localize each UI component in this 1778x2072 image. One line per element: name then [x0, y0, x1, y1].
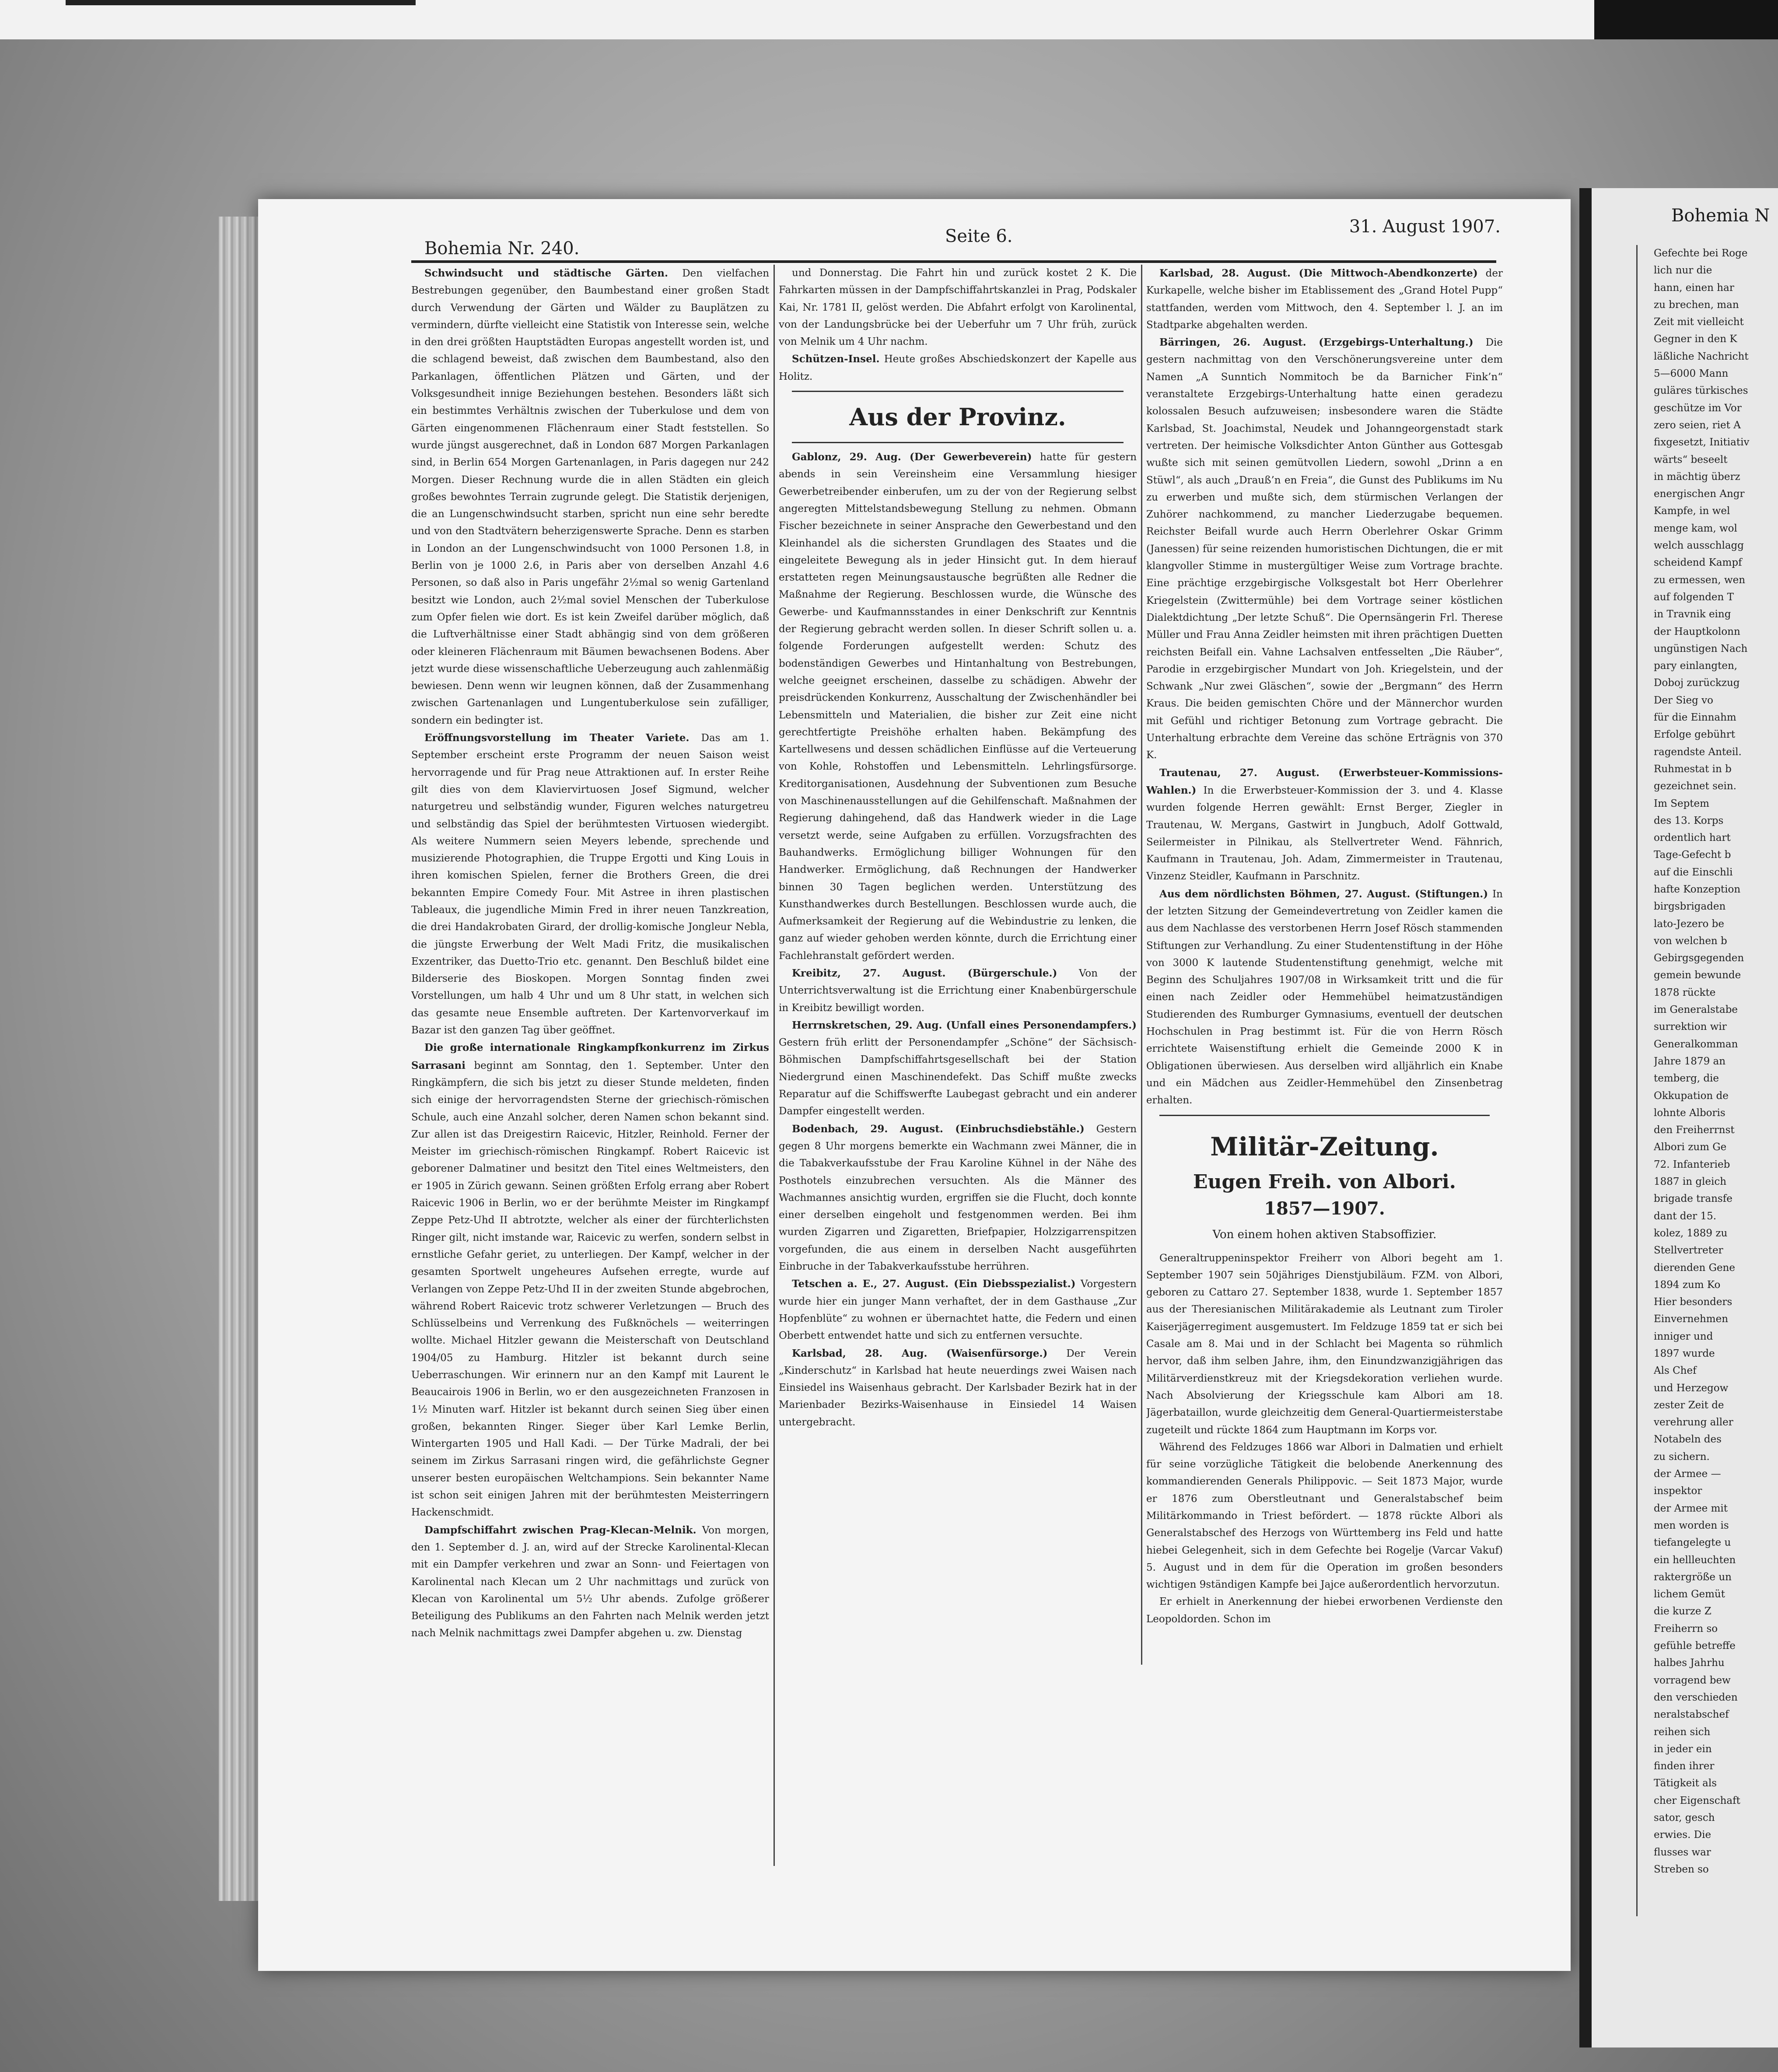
- newspaper-page: [258, 199, 1571, 1971]
- adjacent-text-line: Tätigkeit als: [1654, 1778, 1717, 1789]
- article-text: beginnt am Sonntag, den 1. September. Unter den Ringkämpfern, die sich bis jetzt zu dieser Stunde meldeten, finden sich einige der hervorragendsten Sterne der griechisch-römischen Schule, auch eine Anzahl solcher, deren Namen schon bekannt sind. Zur allen ist das Dreigestirn Raicevic, Hitzler, Reinhold. Ferner der Meister im griechisch-römischen Ringkampf. Robert Raicevic ist geborener Dalmatiner und besitzt den Titel eines Weltmeisters, den er 1905 in Zürich gewann. Seinen größten Erfolg errang aber Robert Raicevic 1906 in Berlin, wo er der berühmte Meister im Ringkampf Zeppe Petz-Uhd II abtrotzte, welcher als einer der fürchterlichsten Ringer gilt, nicht imstande war, Raicevic zu werfen, sondern selbst in ernstliche Gefahr geriet, zu unterliegen. Der Kampf, welcher in der gesamten Sportwelt ungeheures Aufsehen erregte, wurde auf Verlangen von Zeppe Petz-Uhd II in der zweiten Stunde abgebrochen, während Robert Raicevic trotz schwerer Verletzungen — Bruch des Schlüsselbeins und Verrenkung des Fußknöchels — weiterringen wollte. Michael Hitzler gewann die Meisterschaft von Deutschland 1904/05 zu Hamburg. Hitzler ist bekannt durch seine Ueberraschungen. Wir erinnern nur an den Kampf mit Laurent le Beaucairois 1906 in Berlin, wo er den ausgezeichneten Franzosen in 1½ Minuten warf. Hitzler ist bekannt durch seinen Sieg über einen großen, bekannten Ringer. Sieger über Karl Lemke Berlin, Wintergarten 1905 und Hall Kadi. — Der Türke Madrali, der bei seinem im Zirkus Sarrasani ringen wird, die gefährlichste Gegner unserer besten europäischen Weltchampions. Sein bekannter Name ist schon seit einigen Jahren mit der berühmtesten Meisterringern Hackenschmidt.: [411, 1060, 769, 1519]
- adjacent-text-line: hafte Konzeption: [1654, 883, 1741, 895]
- article-paragraph: [411, 265, 769, 729]
- article-text: Den vielfachen Bestrebungen gegenüber, den Baumbestand einer großen Stadt durch Verwendung der Gärten und Wälder zu Bauplätzen zu vermindern, dürfte vielleicht eine Statistik von Interesse sein, welche in den drei größten Hauptstädten Europas angestellt worden ist, und die schlagend beweist, daß zwischen dem Baumbestand, also den Parkanlagen, öffentlichen Plätzen und Gärten, und der Volksgesundheit innige Beziehungen bestehen. Besonders läßt sich ein bestimmtes Verhältnis zwischen der Tuberkulose und dem von Gärten eingenommenen Flächenraum einer Stadt feststellen. So wurde jüngst ausgerechnet, daß in London 687 Morgen Parkanlagen sind, in Berlin 654 Morgen Gartenanlagen, in Paris dagegen nur 242 Morgen. Dieser Rechnung wurde die in allen Städten ein gleich großes bewohntes Terrain zugrunde gelegt. Die Statistik derjenigen, die an Lungenschwindsucht starben, spricht nun eine sehr beredte und von den Stadtvätern beherzigenswerte Sprache. Denn es starben in London an der Lungenschwindsucht von 1000 Personen 1.8, in Berlin von je 1000 2.6, in Paris aber von derselben Anzahl 4.6 Personen, so daß also in Paris ungefähr 2½mal so wenig Gartenland besitzt wie London, auch 2½mal soviel Menschen der Tuberkulose zum Opfer fielen wie dort. Es ist kein Zweifel darüber möglich, daß die Luftverhältnisse einer Stadt abhängig sind von dem größeren oder kleineren Flächenraum mit Bäumen bewachsenen Bodens. Aber jetzt wurde diese wissenschaftliche Ueberzeugung auch zahlenmäßig bewiesen. Denn wenn wir leugnen können, daß der Zusammenhang zwischen Gartenanlagen und Lungentuberkulose sein zufälliger, sondern ein bedingter ist.: [411, 268, 769, 726]
- adjacent-page-header: Bohemia N: [1671, 206, 1770, 226]
- adjacent-text-line: verehrung aller: [1654, 1417, 1733, 1428]
- article-headline: Gablonz, 29. Aug. (Der Gewerbeverein): [792, 451, 1032, 463]
- military-byline: Von einem hohen aktiven Stabsoffizier.: [1212, 1228, 1437, 1241]
- article-paragraph: [779, 1120, 1137, 1276]
- column-rule-1: [774, 265, 775, 1866]
- adjacent-text-line: ungünstigen Nach: [1654, 643, 1748, 654]
- article-headline: Die große internationale Ringkampfkonkurrenz im Zirkus Sarrasani: [411, 1042, 769, 1071]
- adjacent-text-line: temberg, die: [1654, 1073, 1719, 1085]
- article-headline: Karlsbad, 28. August. (Die Mittwoch-Abendkonzerte): [1159, 267, 1478, 279]
- adjacent-text-line: der Armee mit: [1654, 1502, 1728, 1514]
- top-strip: [0, 0, 1778, 39]
- adjacent-text-line: raktergröße un: [1654, 1571, 1732, 1583]
- adjacent-text-line: auf die Einschli: [1654, 866, 1733, 878]
- article-text: Während des Feldzuges 1866 war Albori in Dalmatien und erhielt für seine vorzügliche Tätigkeit die belobende Anerkennung des kommandierenden Generals Philippovic. — Seit 1873 Major, wurde er 1876 zum Oberstleutnant und Generalstabschef beim Militärkommando in Triest befördert. — 1878 rückte Albori als Generalstabschef des Herzogs von Württemberg ins Feld und hatte hiebei Gelegenheit, sich in dem Gefechte bei Rogelje (Varcar Vakuf) 5. August und in dem für die Operation im großen besonders wichtigen 9ständigen Kampfe bei Jajce außerordentlich hervorzutun.: [1146, 1441, 1503, 1591]
- article-paragraph: [779, 1275, 1137, 1344]
- adjacent-text-line: Notabeln des: [1654, 1434, 1722, 1446]
- adjacent-text-line: finden ihrer: [1654, 1760, 1715, 1772]
- adjacent-text-line: Generalkomman: [1654, 1038, 1738, 1050]
- header-date: 31. August 1907.: [1349, 217, 1501, 237]
- adjacent-text-line: 5—6000 Mann: [1654, 368, 1729, 380]
- adjacent-text-line: Streben so: [1654, 1863, 1709, 1875]
- article-paragraph: [1146, 886, 1503, 1110]
- adjacent-text-line: 1887 in gleich: [1654, 1176, 1727, 1188]
- adjacent-text-line: brigade transfe: [1654, 1193, 1732, 1205]
- article-paragraph: [411, 1522, 769, 1642]
- article-paragraph: [1146, 1593, 1503, 1628]
- article-paragraph: [779, 965, 1137, 1017]
- adjacent-text-line: neralstabschef: [1654, 1709, 1729, 1721]
- section-rule: [792, 391, 1124, 392]
- adjacent-text-line: dierenden Gene: [1654, 1262, 1735, 1274]
- adjacent-text-line: geschütze im Vor: [1654, 402, 1742, 414]
- article-headline: Trautenau, 27. August. (Erwerbsteuer-Kommissions-Wahlen.): [1146, 766, 1503, 796]
- adjacent-text-line: zero seien, riet A: [1654, 419, 1741, 431]
- article-text: Von morgen, den 1. September d. J. an, wird auf der Strecke Karolinental-Klecan mit ein Dampfer verkehren und zwar an Sonn- und Feiertagen von Karolinental nach Klecan um 2 Uhr nachmittags und zurück von Klecan von Karolinental um 5½ Uhr abends. Zufolge größerer Beteiligung des Publikums an den Fahrten nach Melnik werden jetzt nach Melnik nachmittags zwei Dampfer abgehen u. zw. Dienstag: [411, 1524, 769, 1639]
- adjacent-text-line: Jahre 1879 an: [1654, 1055, 1726, 1067]
- adjacent-text-line: gemein bewunde: [1654, 970, 1741, 981]
- article-paragraph: [779, 265, 1137, 350]
- adjacent-text-line: tiefangelegte u: [1654, 1537, 1731, 1549]
- adjacent-text-line: ordentlich hart: [1654, 832, 1731, 844]
- adjacent-text-line: 72. Infanterieb: [1654, 1158, 1730, 1170]
- article-text: Gestern gegen 8 Uhr morgens bemerkte ein Wachmann zwei Männer, die in die Tabakverkaufsstube der Frau Karoline Kühnel in der Nähe des Posthotels einzubrechen versuchten. Als die Männer des Wachmannes ansichtig wurden, ergriffen sie die Flucht, doch konnte einer derselben eingeholt und festgenommen werden. Bei ihm wurden Zigarren und Zigaretten, Briefpapier, Holzzigarrenspitzen vorgefunden, die aus einem in derselben Nacht ausgeführten Einbruche in der Tabakverkaufsstube herrühren.: [779, 1123, 1137, 1273]
- adjacent-text-line: menge kam, wol: [1654, 522, 1737, 534]
- adjacent-text-line: des 13. Korps: [1654, 815, 1724, 826]
- adjacent-text-line: dant der 15.: [1654, 1210, 1717, 1222]
- adjacent-text-line: 1897 wurde: [1654, 1348, 1715, 1359]
- header-rule: [411, 260, 1496, 263]
- adjacent-text-line: Erfolge gebührt: [1654, 729, 1736, 741]
- adjacent-text-line: zester Zeit de: [1654, 1399, 1724, 1411]
- article-paragraph: [1146, 1250, 1503, 1439]
- adjacent-text-line: Gefechte bei Roge: [1654, 248, 1748, 259]
- adjacent-text-line: auf folgenden T: [1654, 591, 1734, 603]
- adjacent-text-line: guläres türkisches: [1654, 385, 1748, 397]
- adjacent-text-line: den Freiherrnst: [1654, 1124, 1735, 1136]
- article-paragraph: [411, 729, 769, 1039]
- adjacent-text-line: pary einlangten,: [1654, 660, 1738, 672]
- adjacent-page-column: [1654, 245, 1778, 1916]
- adjacent-text-line: ein hellleuchten: [1654, 1554, 1736, 1566]
- adjacent-text-line: der Hauptkolonn: [1654, 626, 1740, 637]
- adjacent-text-line: Stellvertreter: [1654, 1245, 1723, 1256]
- article-text: der Kurkapelle, welche bisher im Etablissement des „Grand Hotel Pupp“ stattfanden, werden vom Mittwoch, den 4. September l. J. an im Stadtparke abgehalten werden.: [1146, 268, 1503, 331]
- article-text: Die gestern nachmittag von den Verschönerungsvereine unter dem Namen „A Sunntich Nommitoch be da Barnicher Fink’n“ veranstaltete Erzgebirgs-Unterhaltung hatte einen geradezu kolossalen Besuch aufzuweisen; insbesondere waren die Städte Karlsbad, St. Joachimstal, Neudek und Johanngeorgenstadt stark vertreten. Der heimische Volksdichter Anton Günther aus Gottesgab wußte sich mit seinen gemütvollen Liedern, sowohl „Drinn a en Stüwl“, als auch „Drauß’n en Freia“, die Gunst des Publikums im Nu zu erwerben und mußte sich, dem stürmischen Verlangen der Zuhörer nachkommend, zu mancher Liederzugabe bequemen. Reichster Beifall wurde auch Herrn Oberlehrer Oskar Grimm (Janessen) für seine reizenden humoristischen Dichtungen, die er mit klangvoller Stimme in mustergültiger Weise zum Vortrage brachte. Eine prächtige erzgebirgische Volksgestalt bot Herr Oberlehrer Kriegelstein (Zwittermühle) bei dem Vortrage seiner köstlichen Dialektdichtung „Der letzte Schuß“. Die Opernsängerin Frl. Therese Müller und Frau Anna Zeidler heimsten mit ihren prächtigen Duetten reichsten Beifall ein. Vahne Lachsalven entfesselten „Die Räuber“, Parodie in erzgebirgischer Mundart von Joh. Kriegelstein, und der Schwank „Nur zwei Gläschen“, sowie der „Bergmann“ des Herrn Kraus. Die beiden gemischten Chöre und der Männerchor wurden mit Gefühl und richtiger Betonung zum Vortrage gebracht. Die Unterhaltung erbrachte dem Vereine das schöne Erträgnis von 370 K.: [1146, 337, 1503, 761]
- adjacent-text-line: lich nur die: [1654, 265, 1712, 276]
- article-headline: Bodenbach, 29. August. (Einbruchsdiebstähle.): [792, 1123, 1085, 1135]
- adjacent-text-line: lichem Gemüt: [1654, 1589, 1725, 1600]
- adjacent-text-line: hann, einen har: [1654, 282, 1734, 294]
- section-rule: [1159, 1115, 1490, 1116]
- article-text: hatte für gestern abends in sein Vereinsheim eine Versammlung hiesiger Gewerbetreibender einberufen, um zu der von der Regierung selbst angeregten Mittelstandsbewegung Stellung zu nehmen. Obmann Fischer bezeichnete in seiner Ansprache den Gewerbestand und den Kleinhandel als die sichersten Grundlagen des Staates und die eingeleitete Bewegung als in jeder Hinsicht gut. In dem hierauf erstatteten regen Meinungsaustausche begrüßten alle Redner die Maßnahme der Regierung. Beschlossen wurde, die Wünsche des Gewerbe- und Kaufmannsstandes in einer Denkschrift zur Kenntnis der Regierung gebracht werden sollen. In dieser Schrift sollen u. a. folgende Forderungen aufgestellt werden: Schutz des bodenständigen Gewerbes und Hintanhaltung von Bestrebungen, welche geeignet erscheinen, dasselbe zu schädigen. Abwehr der preisdrückenden Konkurrenz, Ausschaltung der Zwischenhändler bei Lebensmitteln und Materialien, die bisher zur Zeit eine nicht gerechtfertigte Preishöhe erhalten haben. Bekämpfung des Kartellwesens und dessen schädlichen Einflüsse auf die Verteuerung von Kohle, Rohstoffen und Lebensmitteln. Lehrlingsfürsorge. Kreditorganisationen, Ausdehnung der Subventionen zum Besuche von Maschinenausstellungen auf die Gehilfenschaft. Maßnahmen der Regierung dahingehend, daß das Handwerk wieder in die Lage versetzt werde, seine Aufgaben zu erfüllen. Vorzugsfrachten des Bauhandwerks. Ermöglichung billiger Wohnungen für den Handwerker. Ermöglichung, daß Rechnungen der Handwerker binnen 30 Tagen beglichen werden. Unterstützung des Kunsthandwerkes durch Bestellungen. Beschlossen wurde auch, die Aufmerksamkeit der Regierung auf die Webindustrie zu lenken, die ganz auf wieder gehoben werden könnte, durch die Errichtung einer Fachlehranstalt gefördert werden.: [779, 452, 1137, 962]
- column-2: [779, 265, 1137, 1625]
- binding-edge: [1579, 188, 1592, 2048]
- article-headline: Tetschen a. E., 27. August. (Ein Diebsspezialist.): [792, 1278, 1076, 1290]
- adjacent-text-line: für die Einnahm: [1654, 712, 1736, 724]
- adjacent-text-line: Einvernehmen: [1654, 1313, 1729, 1325]
- article-paragraph: [779, 350, 1137, 385]
- article-text: Vorgestern wurde hier ein junger Mann verhaftet, der in dem Gasthause „Zur Hopfenblüte“ zu wohnen er übernachtet hatte, die Federn und einen Oberbett entwendet hatte und sich zu entfernen versuchte.: [779, 1278, 1137, 1342]
- adjacent-text-line: Hier besonders: [1654, 1296, 1732, 1308]
- adjacent-text-line: kolez, 1889 zu: [1654, 1227, 1728, 1239]
- article-paragraph: [1146, 764, 1503, 886]
- article-paragraph: [779, 1017, 1137, 1120]
- article-paragraph: [411, 1039, 769, 1521]
- adjacent-text-line: im Generalstabe: [1654, 1004, 1738, 1016]
- column-rule-2: [1141, 265, 1142, 1665]
- adjacent-text-line: Ruhmestat in b: [1654, 763, 1732, 775]
- adjacent-text-line: Gebirgsgegenden: [1654, 952, 1744, 964]
- adjacent-text-line: zu ermessen, wen: [1654, 574, 1746, 586]
- article-paragraph: [1146, 1439, 1503, 1594]
- article-paragraph: [779, 448, 1137, 965]
- adjacent-text-line: 1878 rückte: [1654, 987, 1716, 998]
- adjacent-text-line: lohnte Alboris: [1654, 1107, 1726, 1119]
- article-text: In der letzten Sitzung der Gemeindevertretung von Zeidler kamen die aus dem Nachlasse des verstorbenen Herrn Josef Rösch stammenden Stiftungen zur Verhandlung. Zu einer Studentenstiftung in der Höhe von 3000 K lautende Studentenstiftung genehmigt, welche mit Beginn des Schuljahres 1907/08 in Wirksamkeit tritt und die für einen nach Zeidler oder Hemmehübel heimatzuständigen Studierenden des Rumburger Gymnasiums, eventuell der deutschen Hochschulen in Prag bestimmt ist. Für die von Herrn Rösch errichtete Waisenstiftung erhielt die Gemeinde 2000 K in Obligationen überwiesen. Aus derselben wird alljährlich ein Knabe und ein Mädchen aus Zeidler-Hemmehübel den Zinsenbetrag erhalten.: [1146, 888, 1503, 1106]
- adjacent-page-rule: [1636, 245, 1638, 1916]
- adjacent-text-line: und Herzegow: [1654, 1382, 1729, 1394]
- adjacent-text-line: inniger und: [1654, 1330, 1713, 1342]
- article-headline: Herrnskretschen, 29. Aug. (Unfall eines Personendampfers.): [792, 1019, 1137, 1031]
- section-rule: [792, 442, 1124, 443]
- article-text: Der Verein „Kinderschutz“ in Karlsbad hat heute neuerdings zwei Waisen nach Einsiedel ins Waisenhaus gebracht. Der Karlsbader Bezirk hat in der Marienbader Bezirks-Waisenhause in Einsiedel 14 Waisen untergebracht.: [779, 1348, 1137, 1428]
- adjacent-text-line: vorragend bew: [1654, 1674, 1731, 1686]
- adjacent-text-line: Der Sieg vo: [1654, 694, 1713, 706]
- adjacent-text-line: ragendste Anteil.: [1654, 746, 1742, 758]
- adjacent-text-line: wärts“ beseelt: [1654, 454, 1728, 466]
- military-dates: 1857—1907.: [1264, 1198, 1385, 1219]
- adjacent-text-line: zu sichern.: [1654, 1451, 1710, 1463]
- adjacent-text-line: energischen Angr: [1654, 488, 1745, 500]
- article-text: Er erhielt in Anerkennung der hiebei erworbenen Verdienste den Leopoldorden. Schon im: [1146, 1596, 1503, 1625]
- military-subtitle: Eugen Freih. von Albori.: [1193, 1170, 1456, 1193]
- article-headline: Kreibitz, 27. August. (Bürgerschule.): [792, 967, 1057, 979]
- adjacent-text-line: welch ausschlagg: [1654, 540, 1744, 552]
- adjacent-text-line: Gegner in den K: [1654, 333, 1737, 345]
- article-text: Generaltruppeninspektor Freiherr von Albori begeht am 1. September 1907 sein 50jähriges Dienstjubiläum. FZM. von Albori, geboren zu Cattaro 27. September 1838, wurde 1. September 1857 aus der Theresianischen Militärakademie als Leutnant zum Tiroler Kaiserjägerregiment ausgemustert. Im Feldzuge 1859 tat er sich bei Casale am 8. Mai und in der Schlacht bei Magenta so rühmlich hervor, daß ihm selben Jahre, ihm, den Einundzwanzigjährigen das Militärverdienstkreuz mit der Kriegsdekoration verliehen wurde. Nach Absolvierung der Kriegsschule kam Albori am 18. Jägerbataillon, wurde gleichzeitig dem General-Quartiermeisterstabe zugeteilt und rückte 1864 zum Hauptmann im Korps vor.: [1146, 1252, 1503, 1436]
- adjacent-page: [1579, 188, 1778, 2048]
- article-text: Von der Unterrichtsverwaltung ist die Errichtung einer Knabenbürgerschule in Kreibitz bewilligt worden.: [779, 967, 1137, 1014]
- adjacent-text-line: sator, gesch: [1654, 1812, 1715, 1824]
- adjacent-text-line: surrektion wir: [1654, 1021, 1727, 1033]
- article-text: Gestern früh erlitt der Personendampfer „Schöne“ der Sächsisch-Böhmischen Dampfschiffahrtsgesellschaft bei der Station Niedergrund einen Maschinendefekt. Das Schiff mußte zwecks Reparatur auf die Schiffswerfte Laubegast gebracht und ein anderer Dampfer eingestellt werden.: [779, 1037, 1137, 1117]
- adjacent-text-line: cher Eigenschaft: [1654, 1795, 1740, 1806]
- header-left: Bohemia Nr. 240.: [424, 238, 580, 259]
- adjacent-text-line: Doboj zurückzug: [1654, 677, 1740, 689]
- adjacent-text-line: die kurze Z: [1654, 1606, 1712, 1617]
- article-headline: Bärringen, 26. August. (Erzgebirgs-Unterhaltung.): [1159, 336, 1474, 349]
- adjacent-text-line: birgsbrigaden: [1654, 901, 1726, 913]
- adjacent-text-line: Zeit mit vielleicht: [1654, 316, 1744, 328]
- military-title: Militär-Zeitung.: [1210, 1131, 1439, 1162]
- adjacent-text-line: Okkupation de: [1654, 1090, 1729, 1102]
- adjacent-text-line: fixgesetzt, Initiativ: [1654, 437, 1750, 448]
- top-dark-corner: [1594, 0, 1778, 39]
- adjacent-text-line: gefühle betreffe: [1654, 1640, 1736, 1652]
- article-text: In die Erwerbsteuer-Kommission der 3. und 4. Klasse wurden folgende Herren gewählt: Ernst Berger, Ziegler in Trautenau, W. Mergans, Gastwirt in Jungbuch, Adolf Gottwald, Seilermeister in Pilnikau, als Stellvertreter Wend. Fähnrich, Kaufmann in Trautenau, Joh. Adam, Zimmermeister in Trautenau, Vinzenz Steidler, Kaufmann in Parschnitz.: [1146, 784, 1503, 882]
- top-edge-mark: [66, 0, 416, 5]
- header-page-number: Seite 6.: [945, 226, 1013, 246]
- article-paragraph: [779, 1345, 1137, 1431]
- article-text: Heute großes Abschiedskonzert der Kapelle aus Holitz.: [779, 354, 1137, 382]
- adjacent-text-line: gezeichnet sein.: [1654, 780, 1736, 792]
- adjacent-text-line: erwies. Die: [1654, 1829, 1712, 1841]
- adjacent-text-line: halbes Jahrhu: [1654, 1657, 1725, 1669]
- adjacent-text-line: in Travnik eing: [1654, 609, 1731, 620]
- column-3: [1146, 265, 1503, 1892]
- adjacent-text-line: läßliche Nachricht: [1654, 350, 1749, 362]
- adjacent-text-line: Albori zum Ge: [1654, 1141, 1727, 1153]
- adjacent-text-line: lato-Jezero be: [1654, 918, 1724, 930]
- page-header: [424, 217, 1501, 259]
- adjacent-text-line: scheidend Kampf: [1654, 557, 1742, 569]
- article-text: Das am 1. September erscheint erste Programm der neuen Saison weist hervorragende und für Prag neue Attraktionen auf. In erster Reihe gilt dies von dem Klaviervirtuosen Josef Sigmund, welcher naturgetreu und selbständig wunder, Figuren welches naturgetreu und selbständig das Spiel der berühmtesten Virtuosen wiedergibt. Als weitere Nummern seien Meyers lebende, sprechende und musizierende Photographien, die Truppe Ergotti und King Louis in ihren komischen Spielen, ferner die Brothers Green, die drei bekannten Empire Comedy Four. Mit Astree in ihren plastischen Tableaux, die jugendliche Mimin Fred in ihrer neuen Tanzkreation, die drei Handakrobaten Girard, der drollig-komische Jongleur Nebla, die jüngste Erwerbung der Welt Madi Fritz, die musikalischen Exzentriker, das Duetto-Trio etc. genannt. Den Beschluß bildet eine Bilderserie des Bioskopen. Morgen Sonntag finden zwei Vorstellungen, um halb 4 Uhr und um 8 Uhr statt, in welchen sich das gesamte neue Ensemble auftreten. Der Kartenvorverkauf im Bazar ist den ganzen Tag über geöffnet.: [411, 732, 769, 1036]
- adjacent-text-line: Als Chef: [1654, 1365, 1697, 1377]
- adjacent-text-line: 1894 zum Ko: [1654, 1279, 1721, 1291]
- article-headline: Dampfschiffahrt zwischen Prag-Klecan-Melnik.: [424, 1524, 696, 1536]
- article-headline: Schützen-Insel.: [792, 353, 880, 365]
- adjacent-text-line: reihen sich: [1654, 1726, 1711, 1738]
- adjacent-text-line: der Armee —: [1654, 1468, 1721, 1480]
- adjacent-text-line: men worden is: [1654, 1519, 1729, 1531]
- adjacent-text-line: den verschieden: [1654, 1691, 1738, 1703]
- article-headline: Karlsbad, 28. Aug. (Waisenfürsorge.): [792, 1347, 1048, 1359]
- adjacent-text-line: Im Septem: [1654, 798, 1709, 809]
- adjacent-text-line: zu brechen, man: [1654, 299, 1739, 311]
- adjacent-text-line: Kampfe, in wel: [1654, 505, 1730, 517]
- adjacent-text-line: inspektor: [1654, 1485, 1702, 1497]
- column-1: [411, 265, 769, 1831]
- section-heading: Aus der Provinz.: [849, 403, 1066, 431]
- adjacent-text-line: von welchen b: [1654, 935, 1727, 947]
- adjacent-text-line: flusses war: [1654, 1846, 1711, 1858]
- adjacent-text-line: in mächtig überz: [1654, 471, 1740, 483]
- adjacent-text-line: Freiherrn so: [1654, 1623, 1718, 1634]
- adjacent-text-line: Tage-Gefecht b: [1654, 849, 1731, 861]
- article-headline: Eröffnungsvorstellung im Theater Variete.: [424, 732, 690, 744]
- article-paragraph: [1146, 334, 1503, 764]
- article-text: und Donnerstag. Die Fahrt hin und zurück kostet 2 K. Die Fahrkarten müssen in der Dampfschiffahrtskanzlei in Prag, Podskaler Kai, Nr. 1781 II, gelöst werden. Die Abfahrt erfolgt von Karolinental, von der Landungsbrücke bei der Ueberfuhr um 7 Uhr früh, zurück von Melnik um 4 Uhr nachm.: [779, 267, 1137, 348]
- article-headline: Aus dem nördlichsten Böhmen, 27. August. (Stiftungen.): [1159, 888, 1488, 900]
- adjacent-text-line: in jeder ein: [1654, 1743, 1712, 1755]
- article-paragraph: [1146, 265, 1503, 334]
- article-headline: Schwindsucht und städtische Gärten.: [424, 267, 668, 279]
